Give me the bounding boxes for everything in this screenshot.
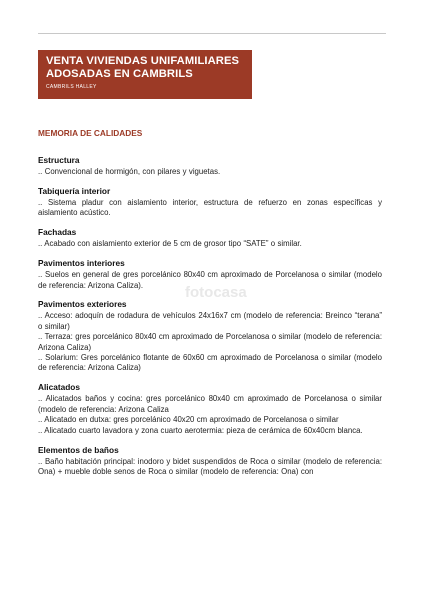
title-banner [38,50,252,99]
memoria-heading: MEMORIA DE CALIDADES [38,128,143,138]
section-text: .. Alicatados baños y cocina: gres porcelánico 80x40 cm aproximado de Porcelanosa o similar (modelo de referencia: Arizona Caliza [38,394,382,414]
section-heading: Alicatados [38,382,80,393]
section-heading: Pavimentos interiores [38,258,125,269]
section-pavimentos-interiores [38,258,382,291]
section-heading: Tabiquería interior [38,185,111,196]
section-tabiqueria [38,186,382,219]
section-text: .. Solarium: Gres porcelánico flotante de 60x60 cm aproximado de Porcelanosa o similar (modelo de referencia: Arizona Caliza) [38,353,382,373]
section-heading: Pavimentos exteriores [38,299,127,310]
section-heading: Fachadas [38,227,77,238]
section-estructura [38,155,382,177]
section-text: .. Alicatado cuarto lavadora y zona cuarto aerotermia: pieza de cerámica de 60x40cm blanca. [38,425,363,435]
section-text: .. Acceso: adoquín de rodadura de vehículos 24x16x7 cm (modelo de referencia: Breinco “terana” o similar) [38,311,382,331]
section-text: .. Baño habitación principal: inodoro y bidet suspendidos de Roca o similar (modelo de referencia: Ona) + mueble doble senos de Roca o similar (modelo de referencia: Ona) con [38,456,382,476]
section-text: .. Sistema pladur con aislamiento interior, estructura de refuerzo en zonas específicas y aislamiento acústico. [38,197,382,218]
section-text: .. Terraza: gres porcelánico 80x40 cm aproximado de Porcelanosa o similar (modelo de referencia: Arizona Caliza) [38,332,382,352]
section-pavimentos-exteriores [38,299,382,373]
section-fachadas [38,227,382,249]
banner-title-line-1: VENTA VIVIENDAS UNIFAMILIARES [46,55,240,67]
section-text: .. Suelos en general de gres porcelánico 80x40 cm aproximado de Porcelanosa o similar (modelo de referencia: Arizona Caliza). [38,270,382,290]
banner-title-line-2: ADOSADAS EN CAMBRILS [46,67,193,80]
section-elementos-banos [38,445,382,478]
header-divider [38,33,386,34]
section-text: .. Acabado con aislamiento exterior de 5 cm de grosor tipo “SATE” o similar. [38,239,302,249]
watermark: fotocasa [185,284,247,301]
section-heading: Estructura [38,155,80,165]
section-heading: Elementos de baños [38,444,119,455]
section-alicatados [38,382,382,436]
document-body [38,155,382,486]
section-text: .. Alicatado en dutxa: gres porcelánico 40x20 cm aproximado de Porcelanosa o similar [38,415,339,425]
section-text: .. Convencional de hormigón, con pilares y viguetas. [38,167,221,176]
banner-subtitle: CAMBRILS HALLEY [46,84,97,90]
